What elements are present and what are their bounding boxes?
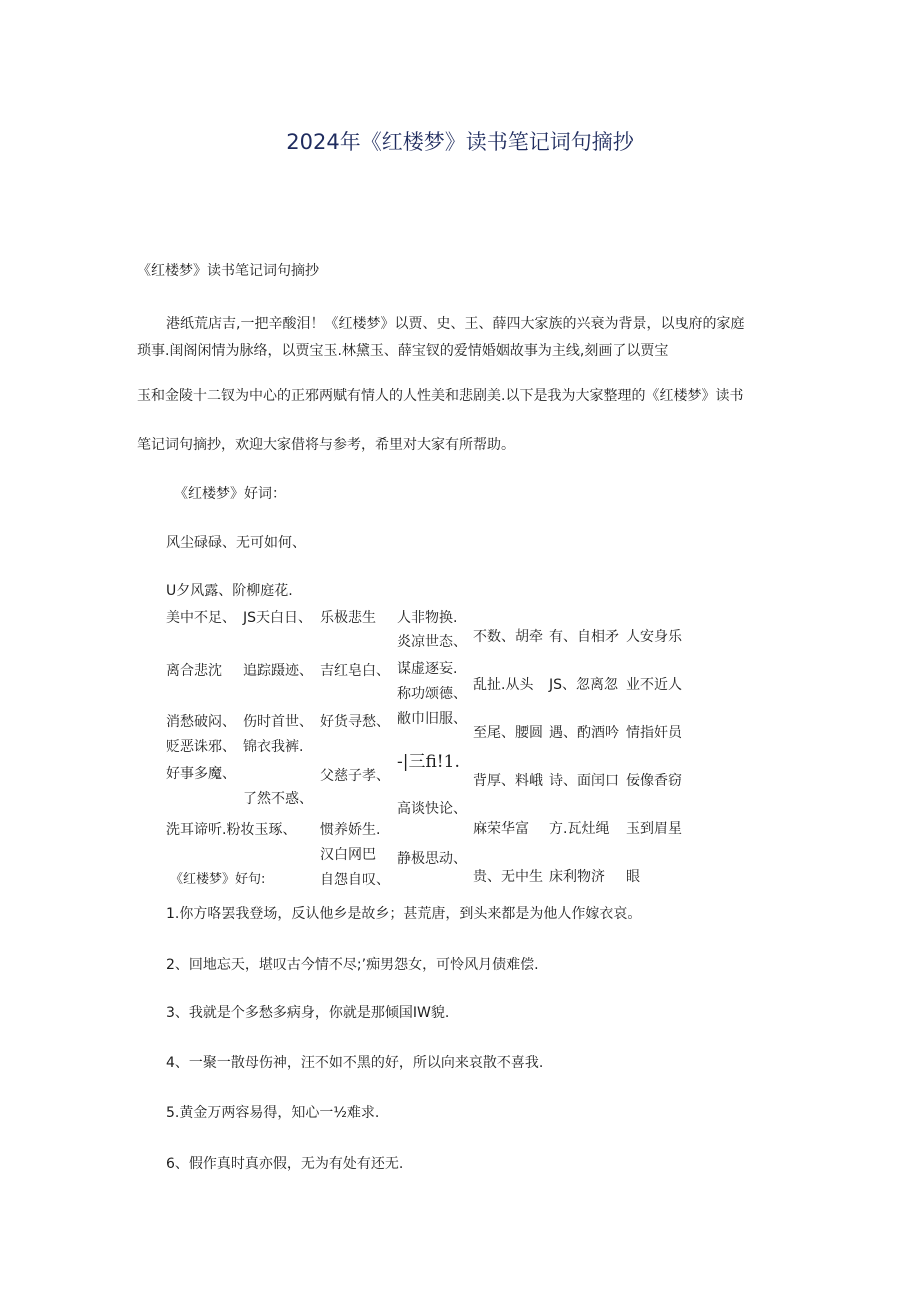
subtitle: 《红楼梦》读书笔记词句摘抄 <box>137 263 319 279</box>
garbled-text: -|三fi!1. <box>397 752 460 772</box>
sentence: 2、回地忘天，堪叹古今情不尽;’痴男怨女，可怜风月债难偿. <box>166 957 539 973</box>
word-item: 谋虚逐妄. <box>397 661 458 677</box>
word-item: 吉红皂白、 <box>320 663 390 679</box>
sentence: 6、假作真时真亦假，无为有处有还无. <box>166 1156 404 1172</box>
word-item: 静极思动、 <box>397 851 467 867</box>
sentence: 1.你方咯罢我登场，反认他乡是故乡；甚荒唐，到头来都是为他人作嫁衣哀。 <box>166 906 642 922</box>
word-item: 眼 <box>626 869 640 885</box>
word-item: 美中不足、 <box>166 610 236 626</box>
word-item: 情指奸员 <box>626 725 682 741</box>
word-item: 人安身乐 <box>626 629 682 645</box>
word-item: 自怨自叹、 <box>320 872 390 888</box>
word-item: 父慈子孝、 <box>320 768 390 784</box>
word-item: 消愁破闷、 <box>166 714 236 730</box>
word-item: 汉白网巴 <box>320 847 376 863</box>
word-item: 炎凉世态、 <box>397 634 467 650</box>
word-item: 好货寻愁、 <box>320 714 390 730</box>
good-sentences-heading-clip <box>170 871 265 885</box>
word-item: JS天白日、 <box>243 610 313 626</box>
page-title: 2024年《红楼梦》读书笔记词句摘抄 <box>286 130 634 154</box>
word-item: 遇、酌酒吟 <box>549 725 619 741</box>
word-item: 好事多魔、 <box>166 766 236 782</box>
word-item: 床利物济 <box>549 869 605 885</box>
word-item: 离合悲沈 <box>166 663 222 679</box>
word-item: JS、忽离忽 <box>549 677 619 693</box>
word-item: 贵、无中生 <box>473 869 543 885</box>
word-item: 麻荣华富 <box>473 821 529 837</box>
word-item: 至尾、腰圆 <box>473 725 543 741</box>
intro-line-2: 琐事.闺阁闲情为脉络，以贾宝玉.林黛玉、薛宝钗的爱情婚姻故事为主线,刻画了以贾宝 <box>137 343 669 359</box>
word-item: 追踪蹑迹、 <box>243 663 313 679</box>
word-item: 人非物换. <box>397 610 458 626</box>
word-item: 不数、胡牵 <box>473 629 543 645</box>
sentence: 3、我就是个多愁多病身，你就是那倾国IW貌. <box>166 1005 450 1021</box>
word-item: 诗、面闰口 <box>549 773 619 789</box>
word-item: 乱扯.从头 <box>473 677 534 693</box>
good-words-heading: 《红楼梦》好词： <box>174 486 286 502</box>
word-item: 玉到眉星 <box>626 821 682 837</box>
word-item: 称功颂德、 <box>397 686 467 702</box>
word-line: U夕风露、阶柳庭花. <box>166 583 293 599</box>
intro-line-3: 玉和金陵十二钗为中心的正邪两赋有情人的人性美和悲剧美.以下是我为大家整理的《红楼梦》读书 <box>137 388 744 404</box>
intro-line-1: 港纸荒店吉,一把辛酸泪！《红楼梦》以贾、史、王、薛四大家族的兴衰为背景，以曳府的家庭 <box>166 316 745 332</box>
word-line: 风尘碌碌、无可如何、 <box>166 535 306 551</box>
word-item: 了然不惑、 <box>243 791 313 807</box>
good-sentences-heading: 《红楼梦》好句: <box>170 872 266 885</box>
sentence: 4、一聚一散母伤神，汪不如不黑的好，所以向来哀散不喜我. <box>166 1055 544 1071</box>
word-item: 高谈快论、 <box>397 801 467 817</box>
word-item: 有、自相矛 <box>549 629 619 645</box>
word-item: 方.瓦灶绳 <box>549 821 610 837</box>
sentence: 5.黄金万两容易得，知心一½难求. <box>166 1105 380 1121</box>
word-item: 业不近人 <box>626 677 682 693</box>
word-item: 乐极悲生 <box>320 610 376 626</box>
intro-line-4: 笔记词句摘抄，欢迎大家借将与参考，希里对大家有所帮助。 <box>137 437 515 453</box>
word-item: 佞像香窃 <box>626 773 682 789</box>
word-item: 洗耳谛听.粉妆玉琢、 <box>166 822 297 838</box>
word-item: 贬恶诛邪、 <box>166 739 236 755</box>
word-item: 伤时首世、 <box>243 714 313 730</box>
word-item: 背厚、料峨 <box>473 773 543 789</box>
word-item: 惯养娇生. <box>320 822 381 838</box>
word-item: 锦衣我裤. <box>243 739 304 755</box>
word-item: 敝巾旧服、 <box>397 711 467 727</box>
